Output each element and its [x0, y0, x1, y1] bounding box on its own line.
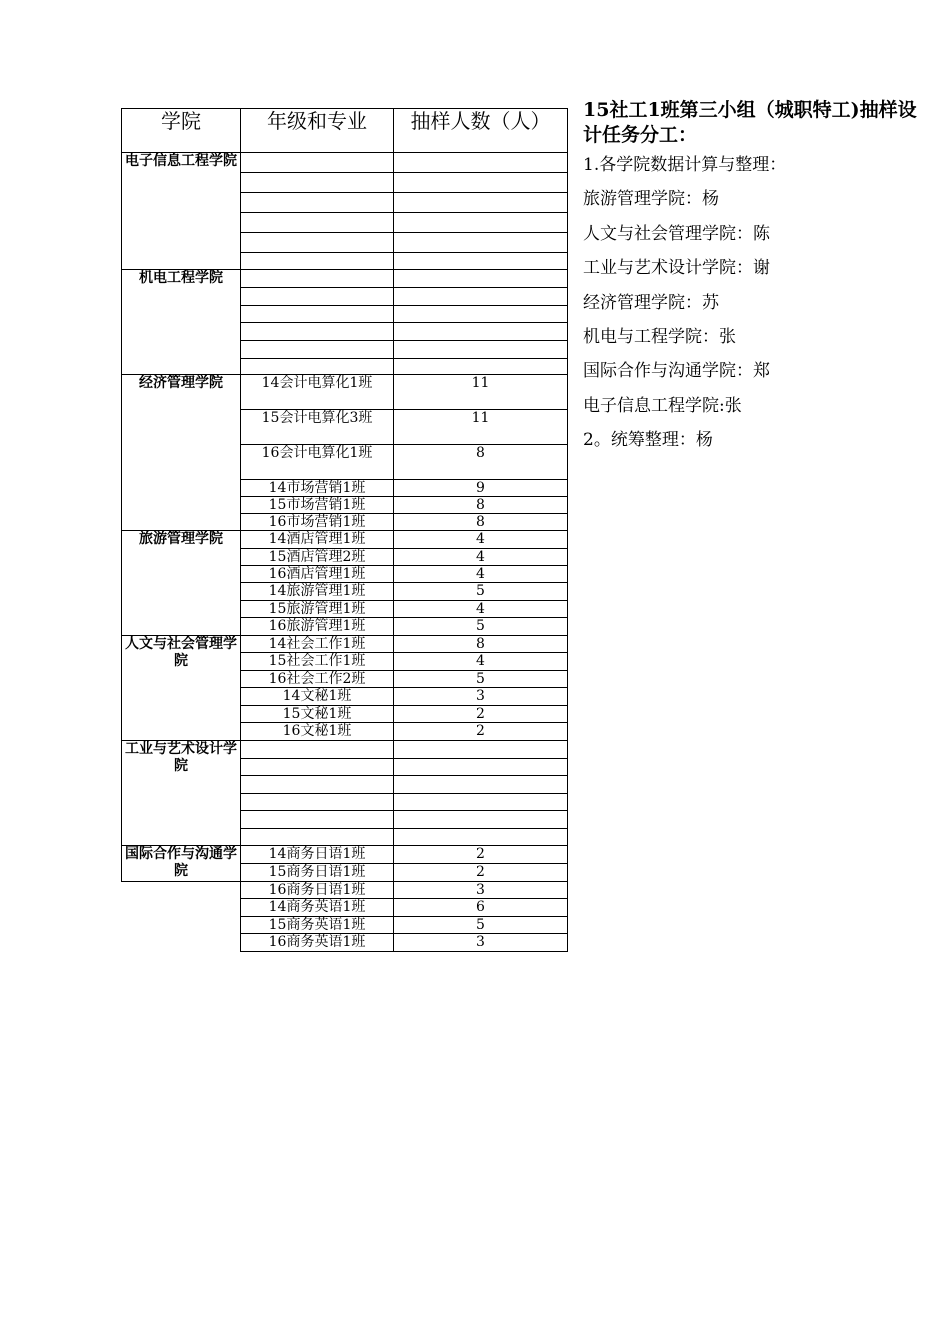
class-name-cell: 16社会工作2班 — [241, 671, 394, 688]
sample-count-cell: 5 — [394, 917, 568, 934]
sample-count-cell: 2 — [394, 723, 568, 741]
class-name-cell — [241, 741, 394, 759]
header-row — [122, 109, 568, 153]
sample-count-cell: 4 — [394, 531, 568, 549]
sample-count-cell: 5 — [394, 618, 568, 636]
header-college: 学院 — [122, 109, 241, 153]
sample-count-cell: 11 — [394, 410, 568, 445]
table-row — [122, 636, 568, 653]
notes-title: 15社工1班第三小组（城职特工)抽样设计任务分工： — [583, 99, 917, 146]
class-name-cell: 15旅游管理1班 — [241, 601, 394, 618]
task-assignment-notes — [583, 98, 933, 464]
sample-count-cell — [394, 794, 568, 811]
sample-count-cell — [394, 270, 568, 288]
class-name-cell — [241, 233, 394, 253]
sample-count-cell: 8 — [394, 445, 568, 480]
table-row — [122, 270, 568, 288]
notes-lines — [583, 154, 933, 464]
sample-count-cell — [394, 776, 568, 794]
header-grade-major: 年级和专业 — [241, 109, 394, 153]
class-name-cell: 15酒店管理2班 — [241, 549, 394, 566]
sample-count-cell: 3 — [394, 688, 568, 706]
class-name-cell: 16酒店管理1班 — [241, 566, 394, 583]
sample-count-cell: 5 — [394, 671, 568, 688]
class-name-cell — [241, 270, 394, 288]
class-name-cell — [241, 811, 394, 829]
sample-count-cell: 4 — [394, 601, 568, 618]
class-name-cell — [241, 829, 394, 846]
class-name-cell — [241, 213, 394, 233]
class-name-cell: 16商务日语1班 — [241, 882, 394, 899]
notes-line: 人文与社会管理学院：陈 — [583, 223, 770, 244]
notes-line: 旅游管理学院：杨 — [583, 189, 719, 210]
sample-count-cell: 8 — [394, 636, 568, 653]
sample-count-cell: 2 — [394, 846, 568, 864]
sample-count-cell: 11 — [394, 375, 568, 410]
sample-count-cell: 8 — [394, 497, 568, 514]
class-name-cell — [241, 359, 394, 375]
table-row — [122, 531, 568, 549]
class-name-cell: 14会计电算化1班 — [241, 375, 394, 410]
class-name-cell: 16商务英语1班 — [241, 934, 394, 952]
sample-count-cell — [394, 306, 568, 323]
class-name-cell — [241, 193, 394, 213]
class-name-cell: 14酒店管理1班 — [241, 531, 394, 549]
college-name: 人文与社会管理学院 — [122, 636, 241, 741]
sample-count-cell: 3 — [394, 882, 568, 899]
sample-count-cell: 3 — [394, 934, 568, 952]
sample-count-cell: 8 — [394, 514, 568, 531]
header-sample-count: 抽样人数（人） — [394, 109, 568, 153]
class-name-cell: 16会计电算化1班 — [241, 445, 394, 480]
notes-line: 2。统筹整理：杨 — [583, 430, 713, 451]
sample-count-cell — [394, 213, 568, 233]
table-row — [122, 846, 568, 864]
table-row — [122, 375, 568, 410]
college-name: 工业与艺术设计学院 — [122, 741, 241, 846]
college-name: 经济管理学院 — [122, 375, 241, 531]
class-name-cell: 14商务日语1班 — [241, 846, 394, 864]
class-name-cell — [241, 341, 394, 359]
class-name-cell: 16文秘1班 — [241, 723, 394, 741]
notes-line: 经济管理学院：苏 — [583, 292, 719, 313]
notes-line: 电子信息工程学院:张 — [583, 395, 742, 416]
class-name-cell — [241, 253, 394, 270]
class-name-cell: 14旅游管理1班 — [241, 583, 394, 601]
class-name-cell — [241, 776, 394, 794]
class-name-cell: 15商务日语1班 — [241, 864, 394, 882]
class-name-cell — [241, 153, 394, 173]
table-body — [122, 153, 568, 952]
sample-count-cell: 6 — [394, 899, 568, 917]
class-name-cell — [241, 759, 394, 776]
sample-count-cell — [394, 829, 568, 846]
sample-count-cell — [394, 253, 568, 270]
class-name-cell: 14文秘1班 — [241, 688, 394, 706]
sample-count-cell: 4 — [394, 566, 568, 583]
class-name-cell: 16市场营销1班 — [241, 514, 394, 531]
notes-line: 机电与工程学院：张 — [583, 326, 736, 347]
sample-count-cell — [394, 341, 568, 359]
college-name: 机电工程学院 — [122, 270, 241, 375]
class-name-cell: 15市场营销1班 — [241, 497, 394, 514]
empty-cell — [122, 882, 241, 952]
sampling-table — [121, 108, 568, 952]
class-name-cell: 15社会工作1班 — [241, 653, 394, 671]
class-name-cell — [241, 323, 394, 341]
class-name-cell — [241, 173, 394, 193]
class-name-cell: 15文秘1班 — [241, 706, 394, 723]
college-name: 电子信息工程学院 — [122, 153, 241, 270]
class-name-cell — [241, 794, 394, 811]
sample-count-cell: 4 — [394, 653, 568, 671]
sample-count-cell: 2 — [394, 706, 568, 723]
class-name-cell: 14商务英语1班 — [241, 899, 394, 917]
class-name-cell: 15会计电算化3班 — [241, 410, 394, 445]
sample-count-cell — [394, 741, 568, 759]
class-name-cell — [241, 306, 394, 323]
notes-line: 国际合作与沟通学院：郑 — [583, 361, 770, 382]
sample-count-cell — [394, 233, 568, 253]
sample-count-cell — [394, 288, 568, 306]
class-name-cell — [241, 288, 394, 306]
class-name-cell: 15商务英语1班 — [241, 917, 394, 934]
class-name-cell: 16旅游管理1班 — [241, 618, 394, 636]
sample-count-cell — [394, 173, 568, 193]
sample-count-cell: 4 — [394, 549, 568, 566]
college-name: 旅游管理学院 — [122, 531, 241, 636]
sample-count-cell — [394, 323, 568, 341]
notes-line: 工业与艺术设计学院：谢 — [583, 258, 770, 279]
notes-line: 1.各学院数据计算与整理： — [583, 155, 787, 175]
sample-count-cell — [394, 359, 568, 375]
class-name-cell: 14社会工作1班 — [241, 636, 394, 653]
sample-count-cell — [394, 153, 568, 173]
class-name-cell: 14市场营销1班 — [241, 480, 394, 497]
sample-count-cell: 2 — [394, 864, 568, 882]
sample-count-cell — [394, 759, 568, 776]
table-row — [122, 153, 568, 173]
sample-count-cell — [394, 193, 568, 213]
college-name: 国际合作与沟通学院 — [122, 846, 241, 882]
table-row — [122, 882, 568, 899]
table-row — [122, 741, 568, 759]
sample-count-cell — [394, 811, 568, 829]
sample-count-cell: 5 — [394, 583, 568, 601]
sample-count-cell: 9 — [394, 480, 568, 497]
